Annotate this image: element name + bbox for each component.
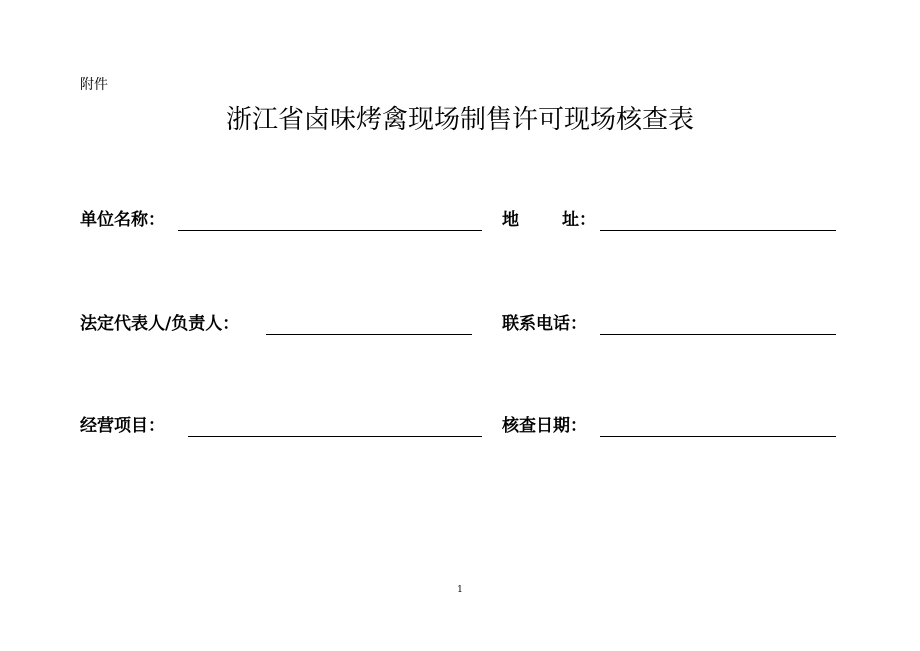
address-label-first: 地 [502,210,519,230]
unit-name-line[interactable] [178,230,482,231]
unit-name-label: 单位名称： [80,210,165,230]
legal-rep-label: 法定代表人/负责人： [80,314,240,334]
form-row-2 [0,312,920,342]
address-line[interactable] [600,230,836,231]
inspection-date-label: 核查日期： [502,416,587,436]
legal-rep-line[interactable] [266,334,472,335]
business-items-line[interactable] [188,436,482,437]
form-row-1 [0,208,920,238]
page-number: 1 [457,585,463,595]
legal-rep-field[interactable] [0,312,490,342]
address-field[interactable] [490,208,850,238]
phone-line[interactable] [600,334,836,335]
business-items-label: 经营项目： [80,416,165,436]
form-row-3 [0,414,920,444]
business-items-field[interactable] [0,414,490,444]
attachment-label: 附件 [80,77,108,93]
inspection-date-line[interactable] [600,436,836,437]
form-title: 浙江省卤味烤禽现场制售许可现场核查表 [225,105,694,135]
phone-field[interactable] [490,312,850,342]
inspection-date-field[interactable] [490,414,850,444]
unit-name-field[interactable] [0,208,490,238]
address-label-second: 址： [562,210,596,230]
phone-label: 联系电话： [502,314,587,334]
